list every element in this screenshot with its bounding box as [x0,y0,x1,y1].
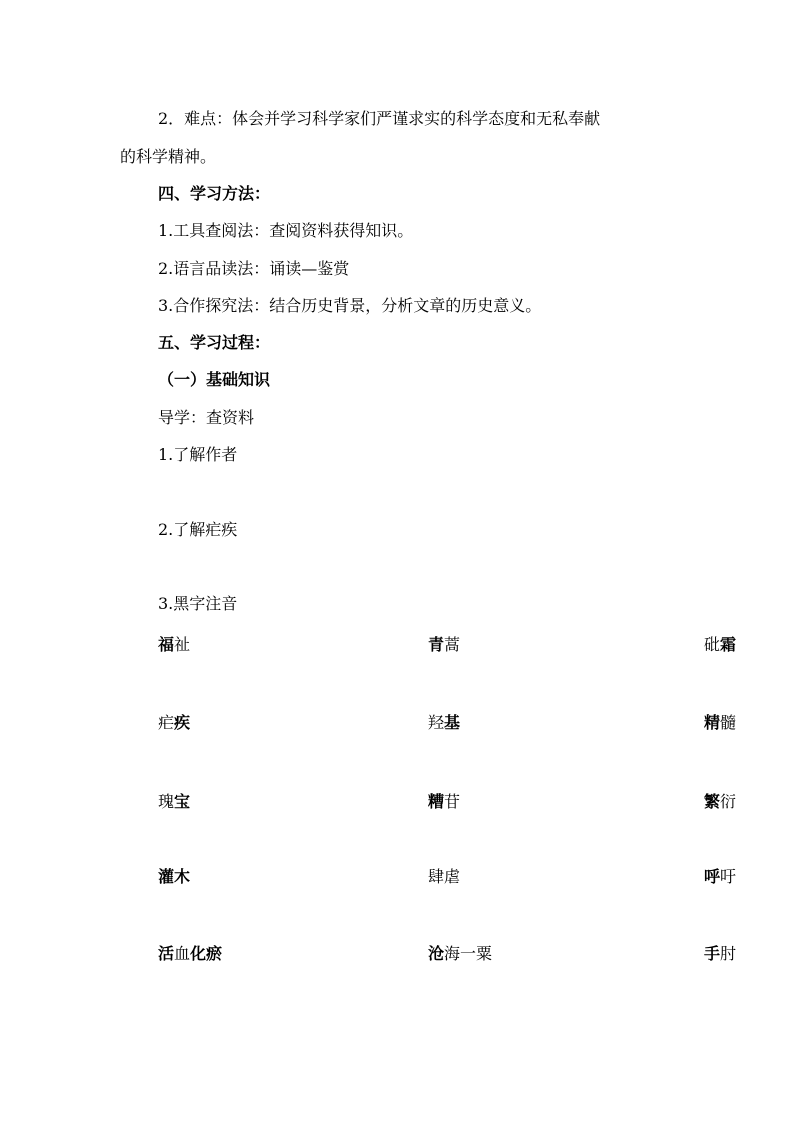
guide-line: 导学：查资料 [158,408,255,427]
item-author: 1.了解作者 [158,445,238,464]
vocab-word: 手肘 [703,944,736,963]
section-4-heading: 四、学习方法： [158,184,271,203]
vocab-word: 羟基 [428,713,461,732]
vocab-word: 灌木 [158,867,191,886]
method-2: 2.语言品读法：诵读—鉴赏 [158,259,350,278]
subsection-1-heading: （一）基础知识 [158,370,271,389]
vocab-word: 疟疾 [158,713,191,732]
vocab-word: 精髓 [703,713,736,732]
vocab-word: 活血化瘀 [158,944,223,963]
vocab-word: 福祉 [158,635,191,654]
vocab-word: 繁衍 [703,792,736,811]
vocab-word: 瑰宝 [158,792,191,811]
vocab-word: 呼吁 [703,867,736,886]
vocab-word: 青蒿 [428,635,461,654]
difficulty-line-1: 2．难点：体会并学习科学家们严谨求实的科学态度和无私奉献 [158,109,601,128]
vocab-word: 糟苷 [428,792,461,811]
item-pinyin: 3.黑字注音 [158,594,238,613]
vocab-word: 肆虐 [428,867,461,886]
item-malaria: 2.了解疟疾 [158,520,238,539]
vocab-word: 砒霜 [703,635,736,654]
vocab-word: 沧海一粟 [428,944,493,963]
method-1: 1.工具查阅法：查阅资料获得知识。 [158,221,414,240]
method-3: 3.合作探究法：结合历史背景，分析文章的历史意义。 [158,296,542,315]
section-5-heading: 五、学习过程： [158,333,271,352]
difficulty-line-2: 的科学精神。 [120,147,217,166]
